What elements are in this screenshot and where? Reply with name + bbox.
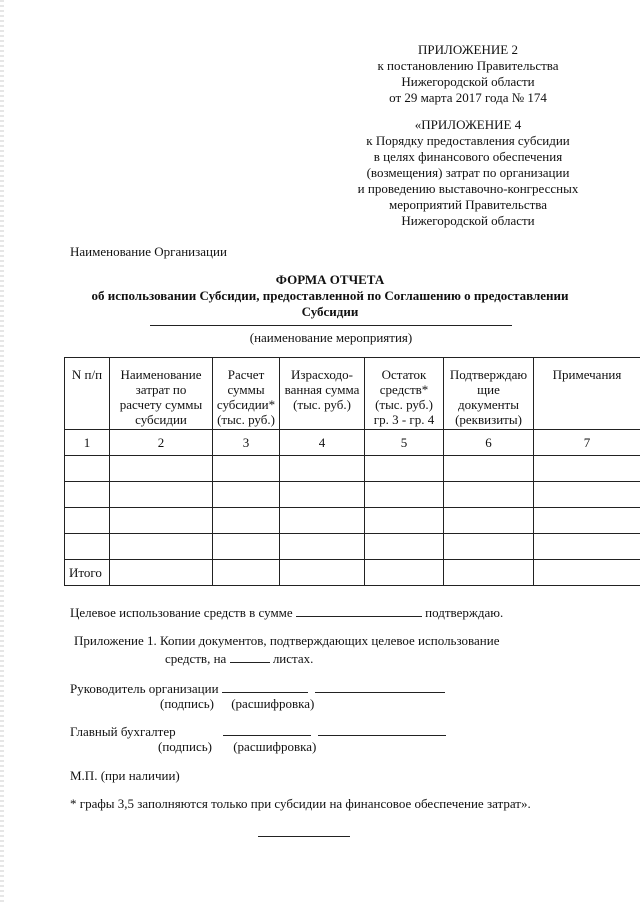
report-table	[64, 357, 640, 586]
header-text: ванная сумма	[284, 382, 360, 397]
table-cell	[110, 508, 213, 534]
header-cell-spent-sum	[280, 358, 365, 430]
column-number: 6	[444, 430, 534, 456]
event-name-label: (наименование мероприятия)	[249, 330, 413, 345]
form-title-line: об использовании Субсидии, предоставленной по Соглашению о предоставлении	[91, 288, 569, 303]
attachment-line-2	[165, 650, 313, 667]
stamp-note: М.П. (при наличии)	[70, 768, 180, 783]
director-decode-blank	[315, 680, 445, 693]
table-cell	[213, 534, 280, 560]
table-cell	[534, 508, 640, 534]
appendix-4-line: «ПРИЛОЖЕНИЕ 4	[414, 117, 522, 132]
column-number: 1	[65, 430, 110, 456]
header-text: Подтверждаю	[449, 367, 528, 382]
appendix-2-line: от 29 марта 2017 года № 174	[389, 90, 547, 105]
confirmation-line	[70, 604, 503, 621]
appendix-4-line: Нижегородской области	[401, 213, 535, 228]
confirmation-text-before: Целевое использование средств в сумме	[70, 605, 293, 620]
table-cell	[365, 560, 444, 586]
table-cell	[534, 560, 640, 586]
signature-caption: (подпись)	[160, 696, 214, 711]
table-row	[65, 456, 640, 482]
appendix-4-line: мероприятий Правительства	[388, 197, 548, 212]
column-number: 4	[280, 430, 365, 456]
appendix-4-line: к Порядку предоставления субсидии	[366, 133, 570, 148]
appendix-4-header	[345, 117, 591, 229]
appendix-2-line: ПРИЛОЖЕНИЕ 2	[418, 42, 518, 57]
accountant-signature-line	[70, 723, 446, 740]
attachment-line: Приложение 1. Копии документов, подтверждающих целевое использование	[74, 633, 500, 648]
attachment-text-after: листах.	[272, 651, 314, 666]
header-text: Израсходо-	[291, 367, 353, 382]
table-cell	[110, 534, 213, 560]
organization-name-label: Наименование Организации	[70, 244, 227, 259]
bottom-separator-line	[258, 836, 350, 837]
table-cell	[65, 482, 110, 508]
table-cell	[280, 534, 365, 560]
accountant-decode-blank	[318, 723, 446, 736]
table-cell	[213, 508, 280, 534]
table-cell	[534, 482, 640, 508]
header-cell-documents	[444, 358, 534, 430]
decode-caption: (расшифровка)	[231, 696, 315, 711]
header-text: расчету суммы	[119, 397, 203, 412]
column-number: 7	[534, 430, 640, 456]
form-title-line: Субсидии	[301, 304, 359, 319]
table-row	[65, 508, 640, 534]
table-cell	[65, 508, 110, 534]
attachment-text-before: средств, на	[165, 651, 227, 666]
table-header-row	[65, 358, 640, 430]
header-cell-cost-name	[110, 358, 213, 430]
accountant-label: Главный бухгалтер	[70, 724, 176, 739]
director-signature-blank	[222, 680, 308, 693]
header-text: суммы	[227, 382, 265, 397]
appendix-2-line: к постановлению Правительства	[377, 58, 559, 73]
column-number: 5	[365, 430, 444, 456]
column-number: 2	[110, 430, 213, 456]
header-text: Наименование	[120, 367, 202, 382]
accountant-signature-captions	[158, 739, 316, 755]
form-title-line: ФОРМА ОТЧЕТА	[275, 272, 385, 287]
confirmation-text-after: подтверждаю.	[425, 605, 504, 620]
amount-blank	[296, 604, 422, 617]
table-cell	[534, 456, 640, 482]
header-text: N п/п	[71, 367, 103, 382]
event-name-line	[150, 325, 512, 326]
director-signature-line	[70, 680, 445, 697]
table-cell	[444, 482, 534, 508]
table-cell	[365, 482, 444, 508]
table-total-row	[65, 560, 640, 586]
header-text: (тыс. руб.)	[375, 397, 433, 412]
director-label: Руководитель организации	[70, 681, 219, 696]
header-text: Расчет	[227, 367, 265, 382]
header-text: (реквизиты)	[455, 412, 522, 427]
table-cell	[65, 456, 110, 482]
director-signature-captions	[160, 696, 314, 712]
header-text: щие	[477, 382, 500, 397]
appendix-2-header	[345, 42, 591, 106]
column-number: 3	[213, 430, 280, 456]
table-cell	[213, 456, 280, 482]
column-number-row	[65, 430, 640, 456]
total-label: Итого	[65, 560, 110, 586]
appendix-4-line: (возмещения) затрат по организации	[366, 165, 570, 180]
table-cell	[365, 508, 444, 534]
header-cell-calc-sum	[213, 358, 280, 430]
header-cell-index	[65, 358, 110, 430]
header-text: Остаток	[381, 367, 427, 382]
table-cell	[444, 508, 534, 534]
table-cell	[444, 534, 534, 560]
header-text: субсидии	[135, 412, 187, 427]
header-text: субсидии*	[216, 397, 276, 412]
signature-caption: (подпись)	[158, 739, 212, 754]
header-text: документы	[458, 397, 519, 412]
table-cell	[110, 560, 213, 586]
table-cell	[365, 534, 444, 560]
header-text: средств*	[379, 382, 429, 397]
table-cell	[110, 482, 213, 508]
table-cell	[65, 534, 110, 560]
header-text: (тыс. руб.)	[293, 397, 351, 412]
table-cell	[534, 534, 640, 560]
header-text: затрат по	[135, 382, 187, 397]
table-cell	[365, 456, 444, 482]
table-cell	[444, 456, 534, 482]
header-text: Примечания	[552, 367, 622, 382]
appendix-4-line: в целях финансового обеспечения	[373, 149, 563, 164]
sheets-count-blank	[230, 650, 270, 663]
table-cell	[280, 560, 365, 586]
header-text: гр. 3 - гр. 4	[373, 412, 435, 427]
footnote: * графы 3,5 заполняются только при субсидии на финансовое обеспечение затрат».	[70, 796, 531, 811]
header-text: (тыс. руб.)	[217, 412, 275, 427]
table-cell	[213, 560, 280, 586]
table-row	[65, 534, 640, 560]
table-cell	[280, 508, 365, 534]
appendix-2-line: Нижегородской области	[401, 74, 535, 89]
accountant-signature-blank	[223, 723, 311, 736]
table-cell	[280, 482, 365, 508]
table-cell	[444, 560, 534, 586]
table-cell	[110, 456, 213, 482]
table-row	[65, 482, 640, 508]
header-cell-balance	[365, 358, 444, 430]
table-cell	[213, 482, 280, 508]
appendix-4-line: и проведению выставочно-конгрессных	[357, 181, 579, 196]
decode-caption: (расшифровка)	[233, 739, 317, 754]
table-cell	[280, 456, 365, 482]
form-title	[60, 272, 600, 320]
header-cell-notes	[534, 358, 640, 430]
scan-edge	[0, 0, 4, 905]
